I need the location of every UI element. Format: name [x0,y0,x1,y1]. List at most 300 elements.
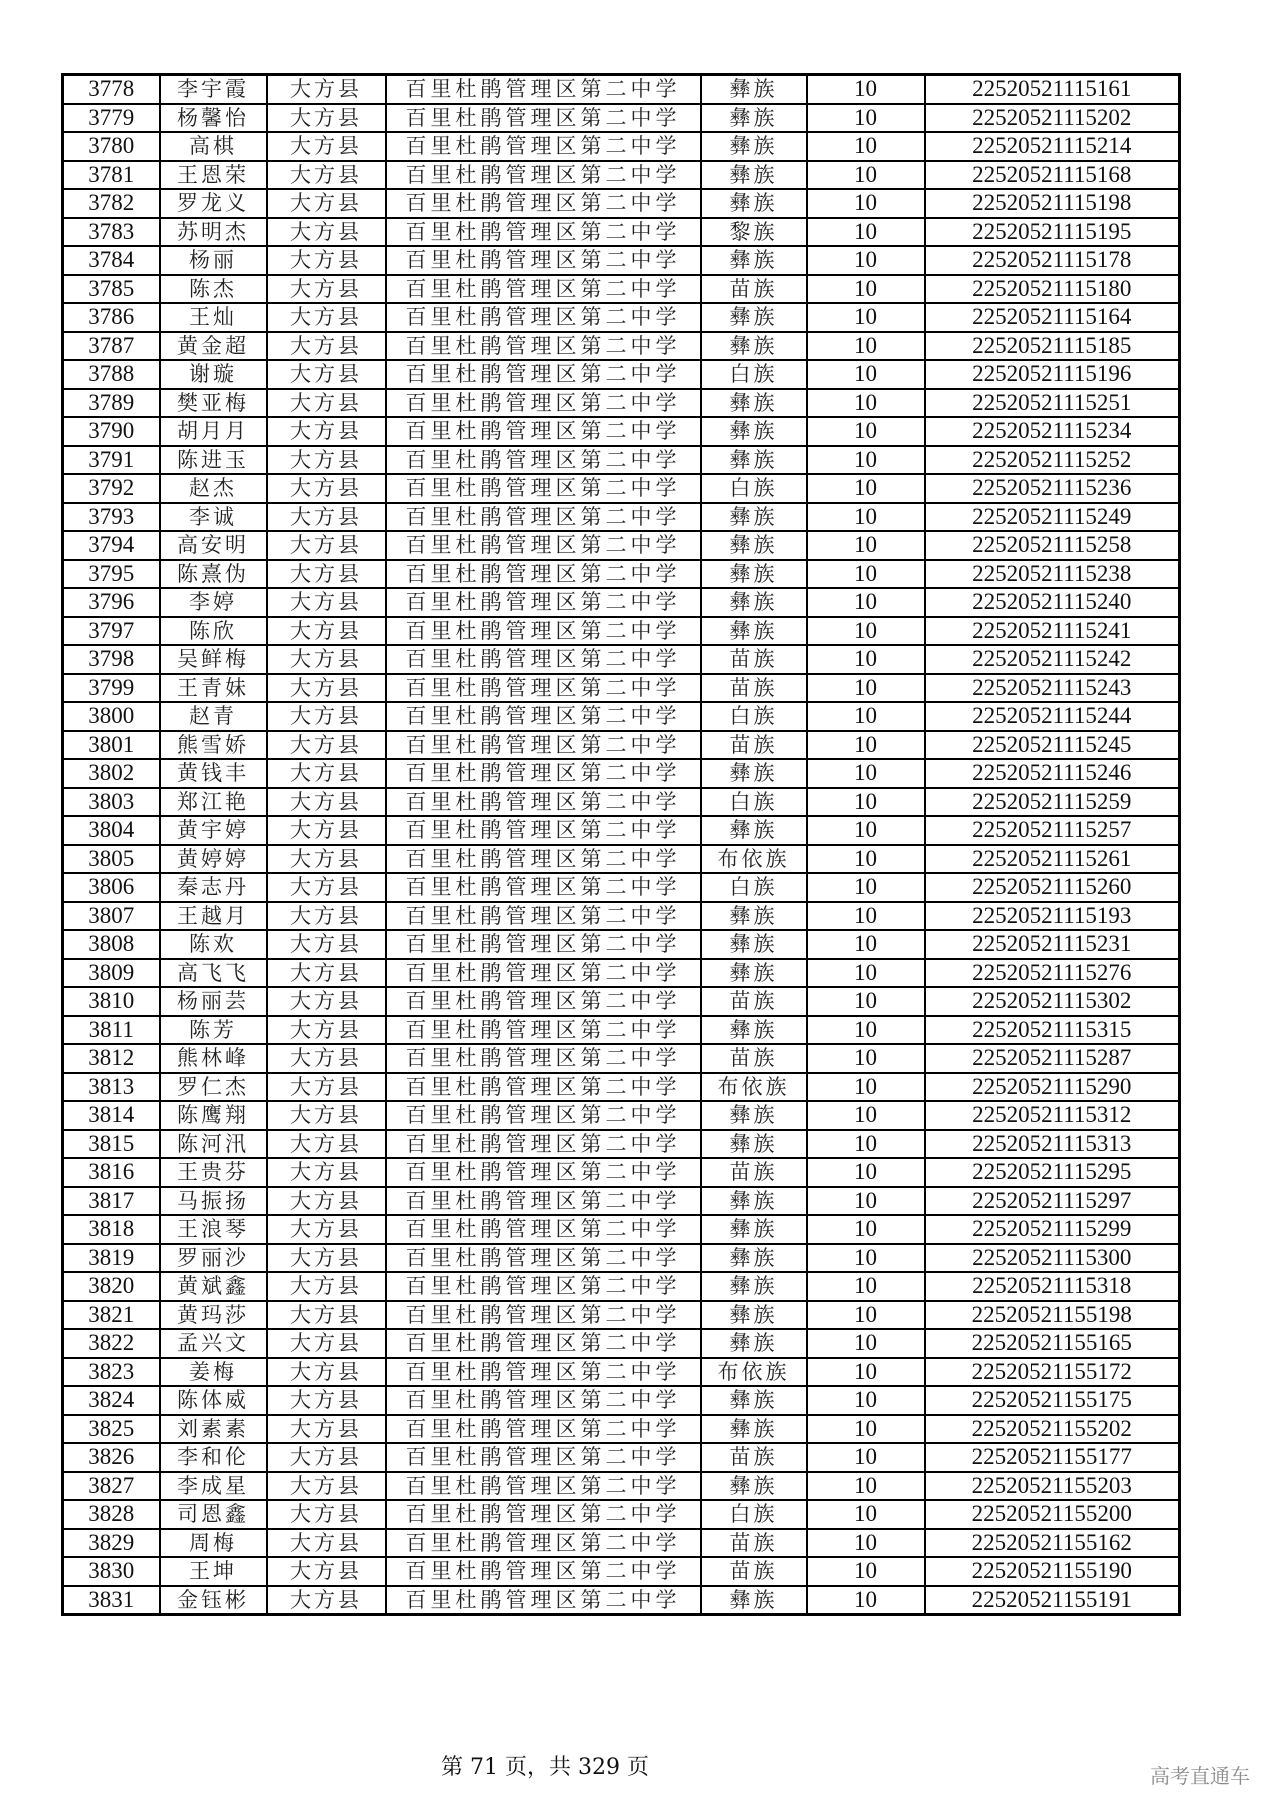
name-cell: 孟兴文 [160,1329,267,1358]
name-cell: 李成星 [160,1472,267,1501]
exam-id-cell: 22520521115196 [925,360,1180,389]
seq-cell: 3814 [63,1101,160,1130]
name-cell: 陈芳 [160,1016,267,1045]
name-cell: 王越月 [160,902,267,931]
table-row [63,1044,1180,1073]
table-row [63,474,1180,503]
seq-cell: 3787 [63,332,160,361]
exam-id-cell: 22520521155162 [925,1529,1180,1558]
ethnicity-cell: 布依族 [701,1358,807,1387]
name-cell: 罗仁杰 [160,1073,267,1102]
exam-id-cell: 22520521115185 [925,332,1180,361]
county-cell: 大方县 [267,531,386,560]
name-cell: 刘素素 [160,1415,267,1444]
grade-cell: 10 [807,161,925,190]
grade-cell: 10 [807,788,925,817]
name-cell: 金钰彬 [160,1586,267,1615]
school-cell: 百里杜鹃管理区第二中学 [386,731,701,760]
county-cell: 大方县 [267,1301,386,1330]
ethnicity-cell: 彝族 [701,617,807,646]
county-cell: 大方县 [267,1586,386,1615]
ethnicity-cell: 彝族 [701,1415,807,1444]
exam-id-cell: 22520521115241 [925,617,1180,646]
exam-id-cell: 22520521115246 [925,759,1180,788]
county-cell: 大方县 [267,104,386,133]
grade-cell: 10 [807,474,925,503]
school-cell: 百里杜鹃管理区第二中学 [386,446,701,475]
name-cell: 黄斌鑫 [160,1272,267,1301]
seq-cell: 3792 [63,474,160,503]
county-cell: 大方县 [267,1329,386,1358]
table-row [63,275,1180,304]
table-row [63,1500,1180,1529]
grade-cell: 10 [807,246,925,275]
ethnicity-cell: 黎族 [701,218,807,247]
seq-cell: 3782 [63,189,160,218]
school-cell: 百里杜鹃管理区第二中学 [386,1415,701,1444]
ethnicity-cell: 白族 [701,788,807,817]
name-cell: 黄钱丰 [160,759,267,788]
county-cell: 大方县 [267,75,386,104]
grade-cell: 10 [807,303,925,332]
county-cell: 大方县 [267,446,386,475]
exam-id-cell: 22520521115313 [925,1130,1180,1159]
seq-cell: 3778 [63,75,160,104]
county-cell: 大方县 [267,845,386,874]
name-cell: 马振扬 [160,1187,267,1216]
seq-cell: 3804 [63,816,160,845]
county-cell: 大方县 [267,902,386,931]
county-cell: 大方县 [267,474,386,503]
ethnicity-cell: 白族 [701,702,807,731]
county-cell: 大方县 [267,1073,386,1102]
exam-id-cell: 22520521115260 [925,873,1180,902]
ethnicity-cell: 苗族 [701,645,807,674]
seq-cell: 3810 [63,987,160,1016]
seq-cell: 3831 [63,1586,160,1615]
ethnicity-cell: 彝族 [701,246,807,275]
seq-cell: 3807 [63,902,160,931]
school-cell: 百里杜鹃管理区第二中学 [386,1557,701,1586]
ethnicity-cell: 彝族 [701,446,807,475]
school-cell: 百里杜鹃管理区第二中学 [386,816,701,845]
ethnicity-cell: 苗族 [701,674,807,703]
seq-cell: 3801 [63,731,160,760]
county-cell: 大方县 [267,132,386,161]
exam-id-cell: 22520521115231 [925,930,1180,959]
seq-cell: 3786 [63,303,160,332]
grade-cell: 10 [807,1358,925,1387]
table-row [63,1358,1180,1387]
grade-cell: 10 [807,959,925,988]
table-row [63,1215,1180,1244]
ethnicity-cell: 彝族 [701,902,807,931]
ethnicity-cell: 彝族 [701,1187,807,1216]
name-cell: 周梅 [160,1529,267,1558]
county-cell: 大方县 [267,275,386,304]
seq-cell: 3793 [63,503,160,532]
page-number: 第 71 页，共 329 页 [441,1755,649,1780]
exam-id-cell: 22520521115295 [925,1158,1180,1187]
table-row [63,1244,1180,1273]
school-cell: 百里杜鹃管理区第二中学 [386,1187,701,1216]
school-cell: 百里杜鹃管理区第二中学 [386,959,701,988]
name-cell: 黄宇婷 [160,816,267,845]
seq-cell: 3783 [63,218,160,247]
table-row [63,560,1180,589]
name-cell: 陈杰 [160,275,267,304]
county-cell: 大方县 [267,816,386,845]
school-cell: 百里杜鹃管理区第二中学 [386,1044,701,1073]
seq-cell: 3803 [63,788,160,817]
exam-id-cell: 22520521115164 [925,303,1180,332]
seq-cell: 3830 [63,1557,160,1586]
seq-cell: 3798 [63,645,160,674]
ethnicity-cell: 白族 [701,360,807,389]
county-cell: 大方县 [267,1386,386,1415]
seq-cell: 3816 [63,1158,160,1187]
ethnicity-cell: 彝族 [701,104,807,133]
seq-cell: 3827 [63,1472,160,1501]
seq-cell: 3808 [63,930,160,959]
table-row [63,617,1180,646]
ethnicity-cell: 彝族 [701,759,807,788]
school-cell: 百里杜鹃管理区第二中学 [386,1443,701,1472]
seq-cell: 3806 [63,873,160,902]
grade-cell: 10 [807,1301,925,1330]
grade-cell: 10 [807,1187,925,1216]
county-cell: 大方县 [267,1044,386,1073]
county-cell: 大方县 [267,161,386,190]
school-cell: 百里杜鹃管理区第二中学 [386,503,701,532]
ethnicity-cell: 彝族 [701,303,807,332]
school-cell: 百里杜鹃管理区第二中学 [386,161,701,190]
seq-cell: 3797 [63,617,160,646]
school-cell: 百里杜鹃管理区第二中学 [386,588,701,617]
name-cell: 李婷 [160,588,267,617]
exam-id-cell: 22520521115249 [925,503,1180,532]
name-cell: 陈体威 [160,1386,267,1415]
table-row [63,873,1180,902]
seq-cell: 3788 [63,360,160,389]
school-cell: 百里杜鹃管理区第二中学 [386,788,701,817]
exam-id-cell: 22520521115300 [925,1244,1180,1273]
seq-cell: 3824 [63,1386,160,1415]
table-row [63,189,1180,218]
ethnicity-cell: 苗族 [701,1044,807,1073]
exam-id-cell: 22520521155175 [925,1386,1180,1415]
table-row [63,360,1180,389]
table-row [63,1329,1180,1358]
grade-cell: 10 [807,360,925,389]
table-row [63,1301,1180,1330]
seq-cell: 3784 [63,246,160,275]
grade-cell: 10 [807,816,925,845]
county-cell: 大方县 [267,873,386,902]
name-cell: 高棋 [160,132,267,161]
name-cell: 罗丽沙 [160,1244,267,1273]
ethnicity-cell: 彝族 [701,161,807,190]
table-row [63,1101,1180,1130]
grade-cell: 10 [807,645,925,674]
county-cell: 大方县 [267,674,386,703]
school-cell: 百里杜鹃管理区第二中学 [386,75,701,104]
county-cell: 大方县 [267,1443,386,1472]
exam-id-cell: 22520521115287 [925,1044,1180,1073]
table-row [63,1557,1180,1586]
exam-id-cell: 22520521115261 [925,845,1180,874]
grade-cell: 10 [807,1329,925,1358]
seq-cell: 3820 [63,1272,160,1301]
table-row [63,503,1180,532]
county-cell: 大方县 [267,1187,386,1216]
name-cell: 赵杰 [160,474,267,503]
exam-id-cell: 22520521115259 [925,788,1180,817]
grade-cell: 10 [807,759,925,788]
ethnicity-cell: 苗族 [701,275,807,304]
ethnicity-cell: 彝族 [701,189,807,218]
grade-cell: 10 [807,275,925,304]
ethnicity-cell: 彝族 [701,389,807,418]
ethnicity-cell: 彝族 [701,588,807,617]
school-cell: 百里杜鹃管理区第二中学 [386,1586,701,1615]
table-row [63,1586,1180,1615]
table-row [63,731,1180,760]
school-cell: 百里杜鹃管理区第二中学 [386,645,701,674]
table-row [63,161,1180,190]
seq-cell: 3785 [63,275,160,304]
roster-table-body [63,75,1180,1615]
grade-cell: 10 [807,332,925,361]
grade-cell: 10 [807,104,925,133]
name-cell: 王恩荣 [160,161,267,190]
exam-id-cell: 22520521115290 [925,1073,1180,1102]
school-cell: 百里杜鹃管理区第二中学 [386,1130,701,1159]
table-row [63,987,1180,1016]
school-cell: 百里杜鹃管理区第二中学 [386,417,701,446]
ethnicity-cell: 彝族 [701,959,807,988]
name-cell: 罗龙义 [160,189,267,218]
ethnicity-cell: 彝族 [701,132,807,161]
table-row [63,132,1180,161]
grade-cell: 10 [807,702,925,731]
ethnicity-cell: 白族 [701,474,807,503]
exam-id-cell: 22520521115193 [925,902,1180,931]
school-cell: 百里杜鹃管理区第二中学 [386,1215,701,1244]
name-cell: 胡月月 [160,417,267,446]
table-row [63,816,1180,845]
county-cell: 大方县 [267,788,386,817]
name-cell: 李宇霞 [160,75,267,104]
grade-cell: 10 [807,1073,925,1102]
seq-cell: 3818 [63,1215,160,1244]
school-cell: 百里杜鹃管理区第二中学 [386,1301,701,1330]
seq-cell: 3815 [63,1130,160,1159]
ethnicity-cell: 彝族 [701,531,807,560]
grade-cell: 10 [807,75,925,104]
seq-cell: 3828 [63,1500,160,1529]
ethnicity-cell: 苗族 [701,1443,807,1472]
exam-id-cell: 22520521115276 [925,959,1180,988]
table-row [63,702,1180,731]
ethnicity-cell: 苗族 [701,1557,807,1586]
exam-id-cell: 22520521115243 [925,674,1180,703]
table-row [63,1415,1180,1444]
ethnicity-cell: 彝族 [701,503,807,532]
name-cell: 杨馨怡 [160,104,267,133]
table-row [63,332,1180,361]
exam-id-cell: 22520521115252 [925,446,1180,475]
ethnicity-cell: 彝族 [701,1472,807,1501]
seq-cell: 3817 [63,1187,160,1216]
grade-cell: 10 [807,1101,925,1130]
school-cell: 百里杜鹃管理区第二中学 [386,1073,701,1102]
seq-cell: 3825 [63,1415,160,1444]
exam-id-cell: 22520521115302 [925,987,1180,1016]
school-cell: 百里杜鹃管理区第二中学 [386,275,701,304]
grade-cell: 10 [807,1500,925,1529]
seq-cell: 3822 [63,1329,160,1358]
grade-cell: 10 [807,1130,925,1159]
table-row [63,930,1180,959]
grade-cell: 10 [807,845,925,874]
grade-cell: 10 [807,731,925,760]
ethnicity-cell: 彝族 [701,1101,807,1130]
grade-cell: 10 [807,1415,925,1444]
exam-id-cell: 22520521115257 [925,816,1180,845]
county-cell: 大方县 [267,1272,386,1301]
grade-cell: 10 [807,531,925,560]
exam-id-cell: 22520521115315 [925,1016,1180,1045]
school-cell: 百里杜鹃管理区第二中学 [386,1016,701,1045]
exam-id-cell: 22520521115195 [925,218,1180,247]
school-cell: 百里杜鹃管理区第二中学 [386,759,701,788]
seq-cell: 3789 [63,389,160,418]
seq-cell: 3826 [63,1443,160,1472]
name-cell: 陈河汛 [160,1130,267,1159]
county-cell: 大方县 [267,1244,386,1273]
grade-cell: 10 [807,902,925,931]
grade-cell: 10 [807,1529,925,1558]
exam-id-cell: 22520521115180 [925,275,1180,304]
roster-table [61,73,1181,1616]
grade-cell: 10 [807,1215,925,1244]
table-row [63,389,1180,418]
ethnicity-cell: 彝族 [701,1586,807,1615]
county-cell: 大方县 [267,1101,386,1130]
exam-id-cell: 22520521115244 [925,702,1180,731]
ethnicity-cell: 彝族 [701,1016,807,1045]
name-cell: 陈熹伪 [160,560,267,589]
school-cell: 百里杜鹃管理区第二中学 [386,674,701,703]
ethnicity-cell: 苗族 [701,731,807,760]
watermark-text: 高考直通车 [1150,1764,1250,1788]
seq-cell: 3823 [63,1358,160,1387]
county-cell: 大方县 [267,1500,386,1529]
school-cell: 百里杜鹃管理区第二中学 [386,1529,701,1558]
name-cell: 王贵芬 [160,1158,267,1187]
name-cell: 高飞飞 [160,959,267,988]
seq-cell: 3795 [63,560,160,589]
grade-cell: 10 [807,1016,925,1045]
county-cell: 大方县 [267,189,386,218]
name-cell: 黄金超 [160,332,267,361]
name-cell: 赵青 [160,702,267,731]
county-cell: 大方县 [267,1529,386,1558]
table-row [63,902,1180,931]
ethnicity-cell: 白族 [701,873,807,902]
exam-id-cell: 22520521115236 [925,474,1180,503]
name-cell: 李诚 [160,503,267,532]
grade-cell: 10 [807,674,925,703]
county-cell: 大方县 [267,1158,386,1187]
ethnicity-cell: 彝族 [701,1215,807,1244]
school-cell: 百里杜鹃管理区第二中学 [386,845,701,874]
table-row [63,1443,1180,1472]
seq-cell: 3811 [63,1016,160,1045]
name-cell: 秦志丹 [160,873,267,902]
grade-cell: 10 [807,1557,925,1586]
table-row [63,417,1180,446]
exam-id-cell: 22520521115161 [925,75,1180,104]
seq-cell: 3812 [63,1044,160,1073]
county-cell: 大方县 [267,332,386,361]
name-cell: 樊亚梅 [160,389,267,418]
county-cell: 大方县 [267,702,386,731]
name-cell: 高安明 [160,531,267,560]
school-cell: 百里杜鹃管理区第二中学 [386,531,701,560]
name-cell: 王青妹 [160,674,267,703]
ethnicity-cell: 苗族 [701,987,807,1016]
seq-cell: 3794 [63,531,160,560]
name-cell: 陈欣 [160,617,267,646]
ethnicity-cell: 布依族 [701,1073,807,1102]
school-cell: 百里杜鹃管理区第二中学 [386,702,701,731]
ethnicity-cell: 白族 [701,1500,807,1529]
county-cell: 大方县 [267,759,386,788]
name-cell: 熊雪娇 [160,731,267,760]
ethnicity-cell: 彝族 [701,75,807,104]
exam-id-cell: 22520521115258 [925,531,1180,560]
grade-cell: 10 [807,1386,925,1415]
school-cell: 百里杜鹃管理区第二中学 [386,560,701,589]
exam-id-cell: 22520521155200 [925,1500,1180,1529]
ethnicity-cell: 彝族 [701,930,807,959]
grade-cell: 10 [807,1586,925,1615]
school-cell: 百里杜鹃管理区第二中学 [386,332,701,361]
ethnicity-cell: 苗族 [701,1158,807,1187]
table-row [63,674,1180,703]
exam-id-cell: 22520521115318 [925,1272,1180,1301]
grade-cell: 10 [807,1044,925,1073]
grade-cell: 10 [807,1158,925,1187]
school-cell: 百里杜鹃管理区第二中学 [386,1472,701,1501]
county-cell: 大方县 [267,246,386,275]
table-row [63,1187,1180,1216]
grade-cell: 10 [807,1472,925,1501]
name-cell: 陈欢 [160,930,267,959]
county-cell: 大方县 [267,503,386,532]
ethnicity-cell: 彝族 [701,816,807,845]
county-cell: 大方县 [267,731,386,760]
name-cell: 黄玛莎 [160,1301,267,1330]
seq-cell: 3779 [63,104,160,133]
table-row [63,218,1180,247]
county-cell: 大方县 [267,560,386,589]
grade-cell: 10 [807,930,925,959]
school-cell: 百里杜鹃管理区第二中学 [386,617,701,646]
exam-id-cell: 22520521115214 [925,132,1180,161]
